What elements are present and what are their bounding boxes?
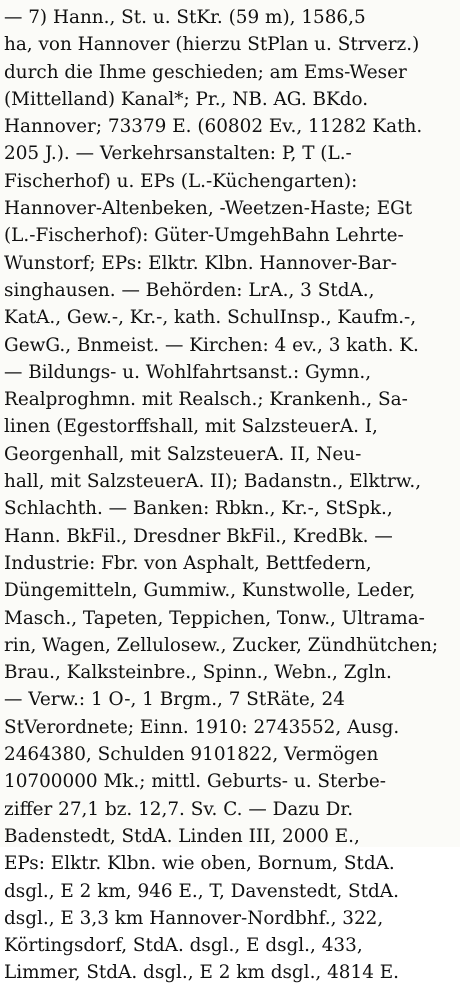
entry-text-line: Fischerhof) u. EPs (L.-Küchengarten):: [4, 170, 358, 192]
entry-text-line: Wunstorf; EPs: Elktr. Klbn. Hannover-Bar-: [4, 252, 397, 274]
entry-text-line: Limmer, StdA. dsgl., E 2 km dsgl., 4814 E.: [4, 962, 400, 984]
entry-text-line: (Mittelland) Kanal*; Pr., NB. AG. BKdo.: [4, 88, 369, 110]
entry-text-line: dsgl., E 2 km, 946 E., T, Davenstedt, StdA.: [4, 880, 399, 902]
gazetteer-entry: [4, 4, 454, 987]
entry-text-line: Schlachth. — Banken: Rbkn., Kr.-, StSpk.,: [4, 498, 393, 520]
entry-text-line: rin, Wagen, Zellulosew., Zucker, Zündhütchen;: [4, 634, 439, 656]
entry-text-line: Badenstedt, StdA. Linden III, 2000 E.,: [4, 825, 360, 847]
entry-text-line: ziffer 27,1 bz. 12,7. Sv. C. — Dazu Dr.: [4, 798, 354, 820]
entry-text-line: GewG., Bnmeist. — Kirchen: 4 ev., 3 kath. K.: [4, 334, 419, 356]
entry-text-line: Hannover; 73379 E. (60802 Ev., 11282 Kath.: [4, 116, 423, 138]
entry-text-line: (L.-Fischerhof): Güter-UmgehBahn Lehrte-: [4, 225, 404, 247]
entry-text-line: Realproghmn. mit Realsch.; Krankenh., Sa-: [4, 389, 408, 411]
entry-text-line: 10700000 Mk.; mittl. Geburts- u. Sterbe-: [4, 771, 386, 793]
entry-text-line: hall, mit SalzsteuerA. II); Badanstn., Elktrw.,: [4, 471, 422, 493]
entry-text-line: Hann. BkFil., Dresdner BkFil., KredBk. —: [4, 525, 393, 547]
entry-text-line: 2464380, Schulden 9101822, Vermögen: [4, 744, 379, 766]
entry-text-line: Düngemitteln, Gummiw., Kunstwolle, Leder,: [4, 580, 416, 602]
entry-text-line: StVerordnete; Einn. 1910: 2743552, Ausg.: [4, 716, 400, 738]
entry-text-line: — 7) Hann., St. u. StKr. (59 m), 1586,5: [4, 7, 366, 28]
entry-text-line: Masch., Tapeten, Teppichen, Tonw., Ultrama-: [4, 607, 425, 629]
entry-text-line: KatA., Gew.-, Kr.-, kath. SchulInsp., Kaufm.-,: [4, 307, 417, 329]
entry-text-line: dsgl., E 3,3 km Hannover-Nordbhf., 322,: [4, 907, 384, 929]
entry-text-line: Industrie: Fbr. von Asphalt, Bettfedern,: [4, 552, 372, 574]
entry-text-line: Körtingsdorf, StdA. dsgl., E dsgl., 433,: [4, 935, 363, 957]
entry-text-line: EPs: Elktr. Klbn. wie oben, Bornum, StdA.: [4, 853, 395, 875]
entry-text-line: Brau., Kalksteinbre., Spinn., Webn., Zgln.: [4, 662, 392, 684]
entry-text-line: singhausen. — Behörden: LrA., 3 StdA.,: [4, 279, 375, 301]
entry-text-line: Georgenhall, mit SalzsteuerA. II, Neu-: [4, 443, 362, 465]
entry-text-line: durch die Ihme geschieden; am Ems-Weser: [4, 61, 407, 83]
entry-text-line: — Verw.: 1 O-, 1 Brgm., 7 StRäte, 24: [4, 689, 345, 711]
entry-text-line: 205 J.). — Verkehrsanstalten: P, T (L.-: [4, 143, 352, 165]
entry-text-line: ha, von Hannover (hierzu StPlan u. Strverz.): [4, 34, 420, 56]
entry-text-line: linen (Egestorffshall, mit SalzsteuerA. I,: [4, 416, 378, 438]
entry-text-line: — Bildungs- u. Wohlfahrtsanst.: Gymn.,: [4, 361, 372, 383]
entry-text-line: Hannover-Altenbeken, -Weetzen-Haste; EGt: [4, 198, 413, 220]
